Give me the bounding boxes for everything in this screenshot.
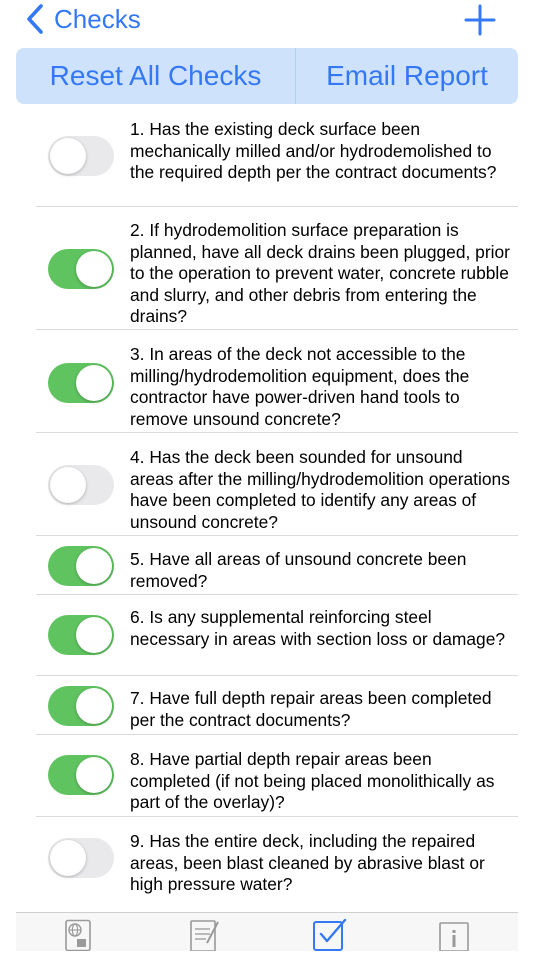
- check-toggle-3[interactable]: [48, 363, 114, 403]
- check-question-4: 4. Has the deck been sounded for unsound areas after the milling/hydrodemolition operations have been completed to identify any areas of unsound concrete?: [130, 447, 510, 532]
- tab-bar: [16, 912, 518, 951]
- toggle-knob: [76, 251, 112, 287]
- check-question-9: 9. Has the entire deck, including the repaired areas, been blast cleaned by abrasive blast or high pressure water?: [130, 831, 485, 895]
- check-toggle-5[interactable]: [48, 546, 114, 586]
- globe-document-icon[interactable]: [62, 919, 94, 951]
- checklist-row: [0, 433, 534, 536]
- reset-all-checks-button[interactable]: Reset All Checks: [16, 48, 295, 104]
- check-toggle-6[interactable]: [48, 615, 114, 655]
- back-button[interactable]: [26, 2, 141, 36]
- check-toggle-1[interactable]: [48, 136, 114, 176]
- check-question-6: 6. Is any supplemental reinforcing steel necessary in areas with section loss or damage?: [130, 607, 506, 649]
- check-question-5: 5. Have all areas of unsound concrete been removed?: [130, 549, 467, 591]
- notes-document-icon[interactable]: [188, 919, 220, 951]
- check-question-2: 2. If hydrodemolition surface preparation is planned, have all deck drains been plugged, prior to the operation to prevent water, concrete rubble and slurry, and other debris from entering the drains?: [130, 220, 510, 327]
- toggle-knob: [76, 365, 112, 401]
- check-toggle-2[interactable]: [48, 249, 114, 289]
- check-question-7: 7. Have full depth repair areas been completed per the contract documents?: [130, 688, 492, 730]
- toggle-knob: [76, 617, 112, 653]
- checklist-row: [0, 735, 534, 817]
- back-label: Checks: [54, 3, 141, 34]
- toggle-knob: [50, 467, 86, 503]
- checklist-row: [0, 817, 534, 912]
- checklist-row: [0, 676, 534, 735]
- toggle-knob: [76, 757, 112, 793]
- toggle-knob: [50, 138, 86, 174]
- plus-icon[interactable]: [463, 3, 497, 37]
- info-icon[interactable]: [438, 919, 470, 951]
- email-report-button[interactable]: Email Report: [295, 48, 518, 104]
- check-question-3: 3. In areas of the deck not accessible to the milling/hydrodemolition equipment, does the contractor have power-driven hand tools to remove unsound concrete?: [130, 344, 470, 429]
- check-toggle-9[interactable]: [48, 838, 114, 878]
- checkbox-icon[interactable]: [312, 919, 348, 953]
- check-question-1: 1. Has the existing deck surface been mechanically milled and/or hydrodemolished to the required depth per the contract documents?: [130, 119, 497, 183]
- checklist-row: [0, 536, 534, 595]
- checklist-row: [0, 207, 534, 330]
- action-bar: [16, 48, 518, 104]
- toggle-knob: [76, 548, 112, 584]
- toggle-knob: [50, 840, 86, 876]
- check-toggle-7[interactable]: [48, 686, 114, 726]
- toggle-knob: [76, 688, 112, 724]
- check-question-8: 8. Have partial depth repair areas been completed (if not being placed monolithically as part of the overlay)?: [130, 749, 495, 813]
- navigation-bar: [0, 0, 534, 42]
- check-toggle-4[interactable]: [48, 465, 114, 505]
- checklist-row: [0, 110, 534, 207]
- checklist-row: [0, 595, 534, 676]
- chevron-left-icon: [26, 3, 44, 35]
- check-toggle-8[interactable]: [48, 755, 114, 795]
- checklist-row: [0, 330, 534, 433]
